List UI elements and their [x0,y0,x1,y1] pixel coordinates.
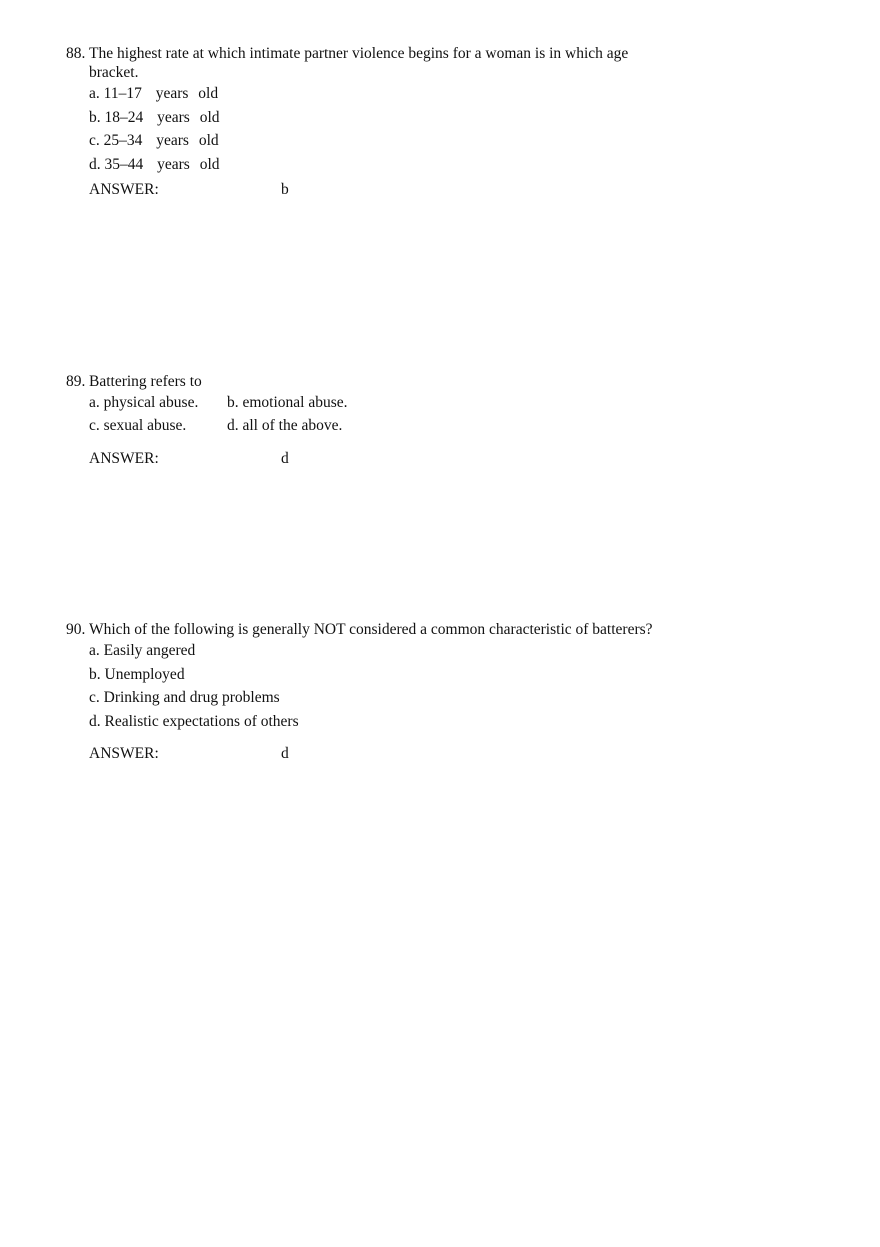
options-list [89,82,766,176]
option-letter: c. [89,132,100,149]
question-text-line-1: The highest rate at which intimate partner violence begins for a woman is in which age [89,45,629,62]
option-d [89,710,766,734]
question-number: 88. [66,45,86,62]
option-text: Unemployed [104,665,185,683]
answer-line [89,744,766,763]
option-text: Easily angered [103,642,196,659]
option-letter: c. [89,417,100,434]
option-b [89,663,766,687]
answer-value: d [281,745,289,762]
option-word: years [156,132,189,149]
option-letter: d. [89,155,101,173]
option-range: 35–44 [104,155,144,173]
option-a [89,391,227,414]
question-89 [66,372,766,468]
option-range: 18–24 [104,108,144,126]
option-letter: a. [89,85,100,102]
answer-label: ANSWER: [89,181,159,198]
option-word: old [199,108,220,126]
option-a [89,639,766,663]
option-range: 11–17 [103,85,142,102]
answer-value: d [281,450,289,467]
question-text-line-2: bracket. [89,64,139,81]
option-word: old [198,132,219,149]
question-text: Battering refers to [89,373,202,390]
option-letter: b. [89,108,101,126]
option-word: old [198,85,219,102]
option-word: old [199,155,220,173]
question-number: 90. [66,621,86,638]
option-letter: d. [227,417,239,434]
answer-label: ANSWER: [89,745,159,762]
option-letter: c. [89,689,100,706]
option-letter: b. [227,394,239,411]
option-text: sexual abuse. [103,417,187,434]
option-a [89,82,766,106]
option-word: years [155,85,189,102]
question-text: Which of the following is generally NOT considered a common characteristic of batterers? [89,621,653,638]
option-d [227,414,365,437]
option-c [89,129,766,153]
option-text: physical abuse. [103,394,199,411]
question-88 [66,44,766,199]
answer-label: ANSWER: [89,450,159,467]
question-stem [66,620,766,639]
question-stem [66,372,766,391]
option-letter: b. [89,665,101,683]
option-word: years [157,155,190,173]
option-letter: a. [89,642,100,659]
question-stem [66,44,766,82]
option-b [89,106,766,130]
option-c [89,414,227,437]
option-word: years [157,108,190,126]
option-text: emotional abuse. [242,394,348,411]
option-range: 25–34 [103,132,143,149]
question-90 [66,620,766,763]
option-text: Drinking and drug problems [103,689,280,706]
option-letter: d. [89,712,101,730]
answer-line [89,449,766,468]
option-d [89,153,766,177]
option-c [89,686,766,710]
option-text: Realistic expectations of others [104,712,299,730]
question-number: 89. [66,373,86,390]
answer-value: b [281,181,289,198]
answer-line [89,180,766,199]
option-text: all of the above. [242,417,343,434]
options-grid [89,391,766,437]
option-b [227,391,365,414]
option-letter: a. [89,394,100,411]
options-list [89,639,766,733]
